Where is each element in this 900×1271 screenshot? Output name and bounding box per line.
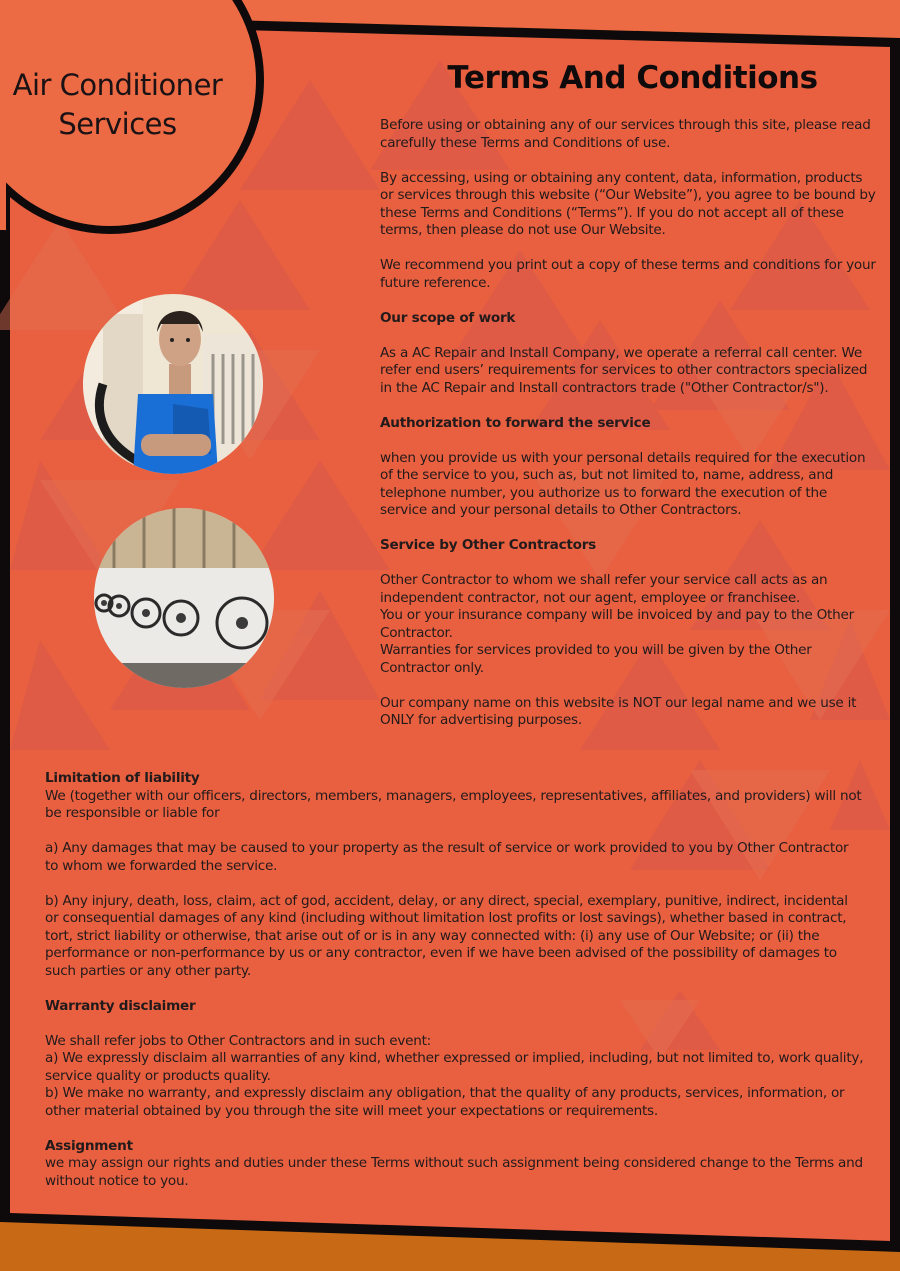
service-text-1: Other Contractor to whom we shall refer your service call acts as an independent contractor, not our agent, employee or franchisee. [380, 572, 828, 606]
liability-intro: We (together with our officers, directors, members, managers, employees, representatives, affiliates, and providers) will not be responsible or liable for [45, 787, 862, 821]
terms-column-full [45, 770, 865, 1190]
assignment-heading: Assignment [45, 1137, 133, 1154]
authorization-heading: Authorization to forward the service [380, 414, 651, 431]
page-title: Terms And Conditions [447, 60, 818, 96]
terms-column-right [380, 117, 876, 747]
service-heading: Service by Other Contractors [380, 537, 597, 553]
warranty-line-1: We shall refer jobs to Other Contractors and in such event: [45, 1032, 432, 1049]
brand-line-1: Air Conditioner [12, 68, 223, 102]
brand-logo [0, 66, 235, 144]
warranty-line-3: b) We make no warranty, and expressly disclaim any obligation, that the quality of any products, services, information, or other material obtained by you through the site will meet your expectations or requirements. [45, 1085, 845, 1119]
intro-paragraph: We recommend you print out a copy of these terms and conditions for your future reference. [380, 257, 876, 291]
warranty-line-2: a) We expressly disclaim all warranties of any kind, whether expressed or implied, including, but not limited to, work quality, service quality or products quality. [45, 1050, 864, 1084]
intro-paragraph: By accessing, using or obtaining any content, data, information, products or services through this website (“Our Website”), you agree to be bound by these Terms and Conditions (“Terms”). If you do not accept all of these terms, then please do not use Our Website. [380, 169, 876, 238]
authorization-text: when you provide us with your personal details required for the execution of the service to you, such as, but not limited to, name, address, and telephone number, you authorize us to forward the execution of the service and your personal details to Other Contractors. [380, 449, 866, 518]
brand-line-2: Services [58, 107, 177, 141]
service-text-3: Warranties for services provided to you will be given by the Other Contractor only. [380, 642, 812, 676]
technician-photo [83, 294, 263, 474]
intro-paragraph: Before using or obtaining any of our services through this site, please read carefully these Terms and Conditions of use. [380, 117, 871, 151]
legal-name-note: Our company name on this website is NOT our legal name and we use it ONLY for advertising purposes. [380, 694, 857, 728]
scope-heading: Our scope of work [380, 309, 516, 326]
liability-heading: Limitation of liability [45, 770, 200, 786]
warranty-heading: Warranty disclaimer [45, 997, 196, 1014]
condenser-units-photo [94, 508, 274, 688]
liability-item-a: a) Any damages that may be caused to your property as the result of service or work provided to you by Other Contractor to whom we forwarded the service. [45, 840, 849, 874]
scope-text: As a AC Repair and Install Company, we operate a referral call center. We refer end users’ requirements for services to other contractors specialized in the AC Repair and Install contractors trade ("Other Contractor/s"). [380, 344, 868, 396]
liability-item-b: b) Any injury, death, loss, claim, act of god, accident, delay, or any direct, special, exemplary, punitive, indirect, incidental or consequential damages of any kind (including without limitation lost profits or lost savings), whether based in contract, tort, strict liability or otherwise, that arise out of or is in any way connected with: (i) any use of Our Website; or (ii) the performance or non-performance by us or any contractor, even if we have been advised of the possibility of damages to such parties or any other party. [45, 892, 848, 979]
assignment-text: we may assign our rights and duties under these Terms without such assignment being considered change to the Terms and without notice to you. [45, 1155, 863, 1189]
service-text-2: You or your insurance company will be invoiced by and pay to the Other Contractor. [380, 607, 854, 641]
